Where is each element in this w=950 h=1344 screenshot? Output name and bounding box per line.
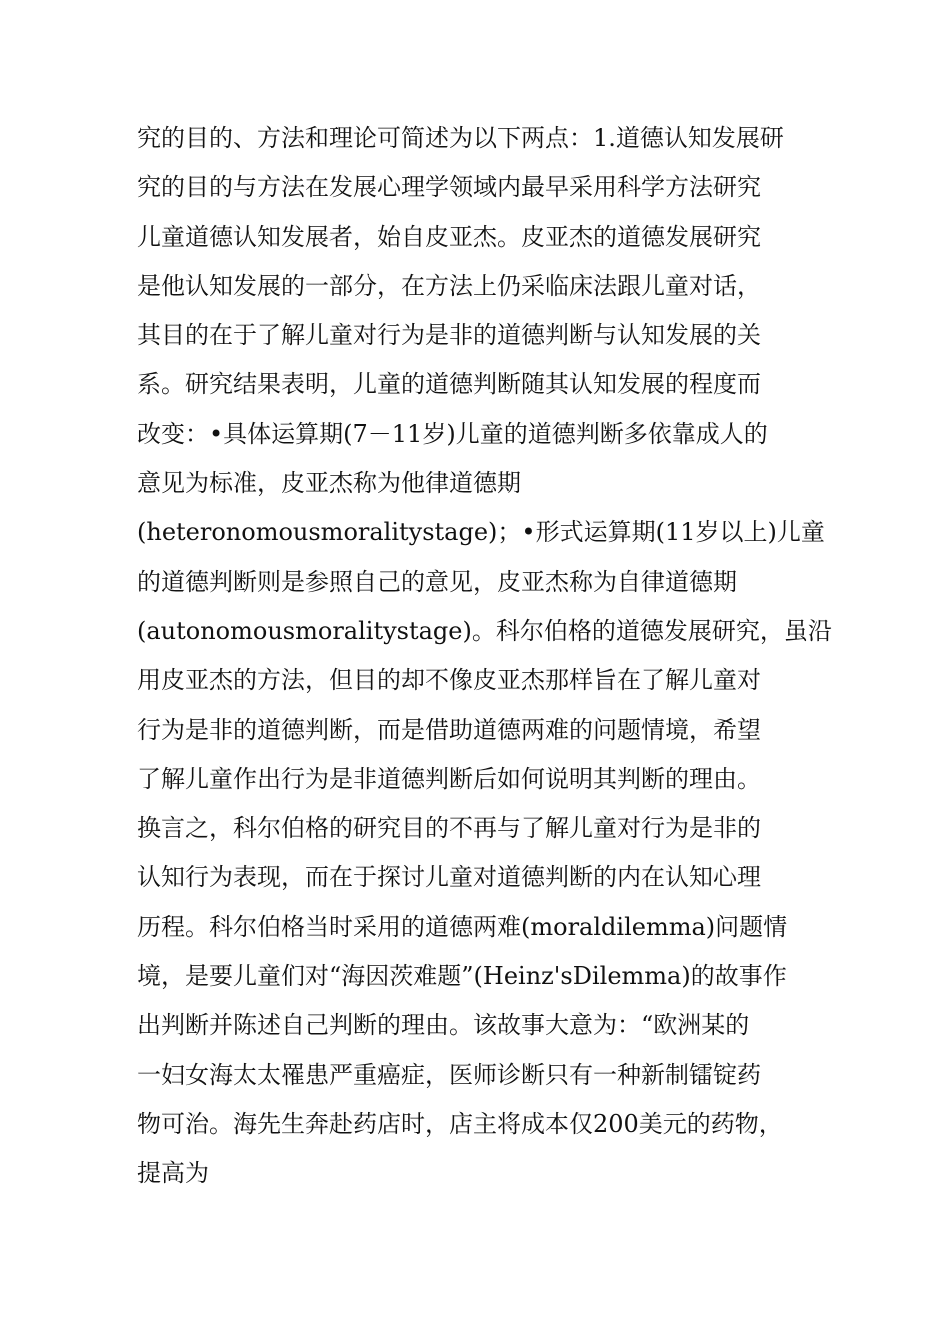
text-line: 儿童道德认知发展者，始自皮亚杰。皮亚杰的道德发展研究 — [137, 222, 761, 251]
text-line: 行为是非的道德判断，而是借助道德两难的问题情境，希望 — [137, 715, 761, 744]
text-line: 物可治。海先生奔赴药店时，店主将成本仅200美元的药物， — [137, 1109, 783, 1138]
text-line: 的道德判断则是参照自己的意见，皮亚杰称为自律道德期 — [137, 567, 737, 596]
text-line: 改变：•具体运算期(7－11岁)儿童的道德判断多依靠成人的 — [137, 419, 768, 448]
text-line: 用皮亚杰的方法，但目的却不像皮亚杰那样旨在了解儿童对 — [137, 666, 761, 695]
text-line: 了解儿童作出行为是非道德判断后如何说明其判断的理由。 — [137, 764, 761, 793]
body-text — [137, 114, 837, 1199]
text-line: 历程。科尔伯格当时采用的道德两难(moraldilemma)问题情 — [137, 912, 788, 941]
text-line: 一妇女海太太罹患严重癌症，医师诊断只有一种新制镭锭药 — [137, 1060, 761, 1089]
text-line: (heteronomousmoralitystage)；•形式运算期(11岁以上)儿童 — [137, 518, 825, 547]
text-line: 认知行为表现，而在于探讨儿童对道德判断的内在认知心理 — [137, 863, 761, 892]
text-line: 意见为标准，皮亚杰称为他律道德期 — [137, 469, 521, 498]
text-line: 境，是要儿童们对“海因茨难题”(Heinz'sDilemma)的故事作 — [137, 962, 787, 991]
text-line: 其目的在于了解儿童对行为是非的道德判断与认知发展的关 — [137, 321, 761, 350]
text-line: 系。研究结果表明，儿童的道德判断随其认知发展的程度而 — [137, 370, 761, 399]
text-line: 究的目的与方法在发展心理学领域内最早采用科学方法研究 — [137, 173, 761, 202]
text-line: 是他认知发展的一部分，在方法上仍采临床法跟儿童对话， — [137, 271, 761, 300]
text-line: 换言之，科尔伯格的研究目的不再与了解儿童对行为是非的 — [137, 814, 761, 843]
text-line: (autonomousmoralitystage)。科尔伯格的道德发展研究，虽沿 — [137, 616, 832, 645]
text-line: 提高为 — [137, 1159, 209, 1188]
text-line: 出判断并陈述自己判断的理由。该故事大意为：“欧洲某的 — [137, 1011, 750, 1040]
text-line: 究的目的、方法和理论可简述为以下两点：1.道德认知发展研 — [137, 124, 784, 152]
